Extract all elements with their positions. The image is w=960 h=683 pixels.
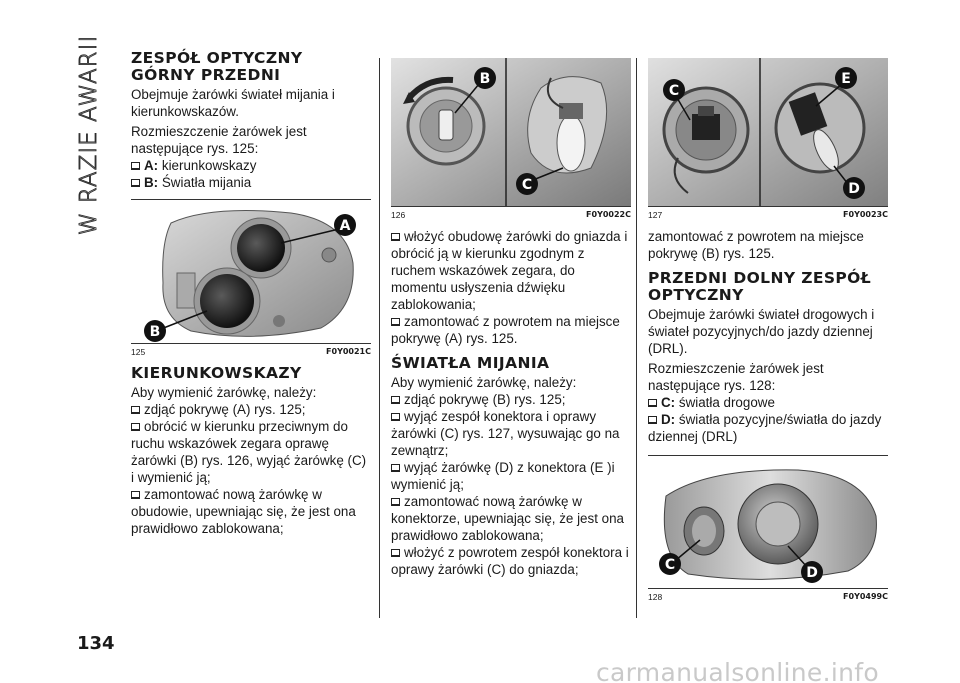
figure-128 bbox=[648, 456, 888, 589]
callout-label: B bbox=[479, 71, 491, 87]
paragraph: Obejmuje żarówki świateł mijania i kierunkowskazów. bbox=[131, 87, 335, 119]
callout-label: D bbox=[848, 181, 860, 197]
heading-upper-front-lamp: ZESPÓŁ OPTYCZNY GÓRNY PRZEDNI bbox=[131, 49, 303, 84]
figure-caption: 127 F0Y0023C bbox=[648, 210, 888, 220]
legend-item: B: Światła mijania bbox=[131, 174, 371, 191]
bullet-box-icon bbox=[648, 399, 657, 407]
figure-127 bbox=[648, 58, 888, 207]
step-item: włożyć z powrotem zespół konektora i oprawy żarówki (C) do gniazda; bbox=[391, 545, 629, 577]
column-divider bbox=[379, 58, 380, 618]
headlamp-rear-illustration bbox=[131, 203, 371, 343]
legend-item: C: światła drogowe bbox=[648, 394, 888, 411]
figure-rule bbox=[131, 199, 371, 200]
figure-caption: 126 F0Y0022C bbox=[391, 210, 631, 220]
column-2 bbox=[391, 58, 631, 578]
paragraph: Rozmieszczenie żarówek jest następujące rys. 125: bbox=[131, 124, 307, 156]
paragraph: Aby wymienić żarówkę, należy: bbox=[391, 375, 577, 390]
heading-lower-front-lamp: PRZEDNI DOLNY ZESPÓŁ OPTYCZNY bbox=[648, 269, 872, 304]
bullet-box-icon bbox=[131, 423, 140, 431]
figure-rule bbox=[131, 343, 371, 344]
step-item: zdjąć pokrywę (B) rys. 125; bbox=[391, 391, 631, 408]
heading-low-beam: ŚWIATŁA MIJANIA bbox=[391, 354, 550, 372]
connector-illustration bbox=[648, 58, 888, 206]
bullet-box-icon bbox=[391, 318, 400, 326]
legend-item: D: światła pozycyjne/światła do jazdy dziennej (DRL) bbox=[648, 412, 882, 444]
step-item: wyjąć żarówkę (D) z konektora (E )i wymienić ją; bbox=[391, 460, 615, 492]
bullet-box-icon bbox=[391, 233, 400, 241]
paragraph: Aby wymienić żarówkę, należy: bbox=[131, 385, 317, 400]
step-item: zamontować nową żarówkę w obudowie, upewniając się, że jest ona prawidłowo zablokowana; bbox=[131, 487, 356, 536]
bullet-box-icon bbox=[391, 413, 400, 421]
callout-label: C bbox=[668, 83, 680, 99]
heading-turn-signals: KIERUNKOWSKAZY bbox=[131, 364, 302, 382]
paragraph: zamontować z powrotem na miejsce pokrywę (B) rys. 125. bbox=[648, 229, 864, 261]
page-number: 134 bbox=[77, 633, 115, 654]
bulb-holder-illustration bbox=[391, 58, 631, 206]
bullet-box-icon bbox=[391, 464, 400, 472]
step-item: włożyć obudowę żarówki do gniazda i obrócić ją w kierunku zgodnym z ruchem wskazówek zegara, do momentu usłyszenia dźwięku zablokowania; bbox=[391, 229, 628, 312]
legend-item: A: kierunkowskazy bbox=[131, 157, 371, 174]
bullet-box-icon bbox=[131, 179, 140, 187]
bullet-box-icon bbox=[131, 162, 140, 170]
callout-label: E bbox=[841, 71, 851, 87]
figure-125 bbox=[131, 203, 371, 343]
callout-label: B bbox=[149, 324, 161, 340]
column-3 bbox=[648, 58, 888, 610]
bullet-box-icon bbox=[131, 406, 140, 414]
column-divider bbox=[636, 58, 637, 618]
step-item: zamontować z powrotem na miejsce pokrywę (A) rys. 125. bbox=[391, 314, 620, 346]
paragraph: Rozmieszczenie żarówek jest następujące rys. 128: bbox=[648, 361, 824, 393]
bullet-box-icon bbox=[131, 491, 140, 499]
callout-label: D bbox=[806, 565, 818, 581]
callout-label: C bbox=[521, 177, 533, 193]
column-1 bbox=[131, 50, 371, 537]
watermark: carmanualsonline.info bbox=[596, 658, 879, 683]
callout-label: C bbox=[664, 557, 676, 573]
step-item: zdjąć pokrywę (A) rys. 125; bbox=[131, 401, 371, 418]
bullet-box-icon bbox=[391, 396, 400, 404]
step-item: zamontować nową żarówkę w konektorze, upewniając się, że jest ona prawidłowo zablokowana; bbox=[391, 494, 624, 543]
step-item: obrócić w kierunku przeciwnym do ruchu wskazówek zegara oprawę żarówki (B) rys. 126, wyjąć żarówkę (C) i wymienić ją; bbox=[131, 419, 367, 485]
section-title-vertical bbox=[74, 34, 104, 236]
figure-caption: 128 F0Y0499C bbox=[648, 592, 888, 602]
figure-126 bbox=[391, 58, 631, 207]
figure-caption: 125 F0Y0021C bbox=[131, 347, 371, 357]
bullet-box-icon bbox=[391, 549, 400, 557]
callout-label: A bbox=[339, 218, 351, 234]
step-item: wyjąć zespół konektora i oprawy żarówki (C) rys. 127, wysuwając go na zewnątrz; bbox=[391, 409, 620, 458]
bullet-box-icon bbox=[391, 498, 400, 506]
bullet-box-icon bbox=[648, 416, 657, 424]
section-title-text: W RAZIE AWARII bbox=[76, 34, 102, 236]
paragraph: Obejmuje żarówki świateł drogowych i świateł pozycyjnych/do jazdy dziennej (DRL). bbox=[648, 307, 875, 356]
lower-lamp-illustration bbox=[648, 456, 888, 588]
